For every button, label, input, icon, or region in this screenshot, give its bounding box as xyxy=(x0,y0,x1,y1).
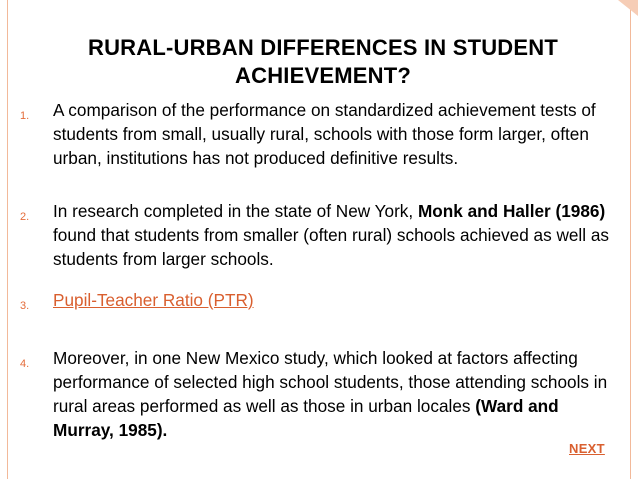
item-text-part: In research completed in the state of New York, xyxy=(53,201,418,221)
item-number: 3. xyxy=(20,300,30,312)
pupil-teacher-ratio-link[interactable]: Pupil-Teacher Ratio (PTR) xyxy=(53,290,254,310)
next-link[interactable]: NEXT xyxy=(569,441,605,456)
item-number: 1. xyxy=(20,110,30,122)
item-text-part: found that students from smaller (often rural) schools achieved as well as students from larger schools. xyxy=(53,225,609,269)
item-number: 4. xyxy=(20,358,30,370)
item-text xyxy=(53,346,613,442)
citation-monk-haller: Monk and Haller (1986) xyxy=(417,201,606,221)
item-text xyxy=(53,199,613,271)
slide-title-line-1: RURAL-URBAN DIFFERENCES IN STUDENT xyxy=(87,35,558,60)
slide-title-line-2: ACHIEVEMENT? xyxy=(235,63,411,88)
item-text xyxy=(53,288,613,312)
item-text-part: Moreover, in one New Mexico study, which looked at factors affecting performance of selected high school students, those attending schools in rural areas performed as well as those in urban locales xyxy=(53,348,608,416)
item-number: 2. xyxy=(20,211,30,223)
citation-ward-murray: (Ward and Murray, 1985). xyxy=(53,396,559,440)
item-text: A comparison of the performance on standardized achievement tests of students from small, usually rural, schools with those form larger, often urban, institutions has not produced definitive results. xyxy=(53,100,596,168)
